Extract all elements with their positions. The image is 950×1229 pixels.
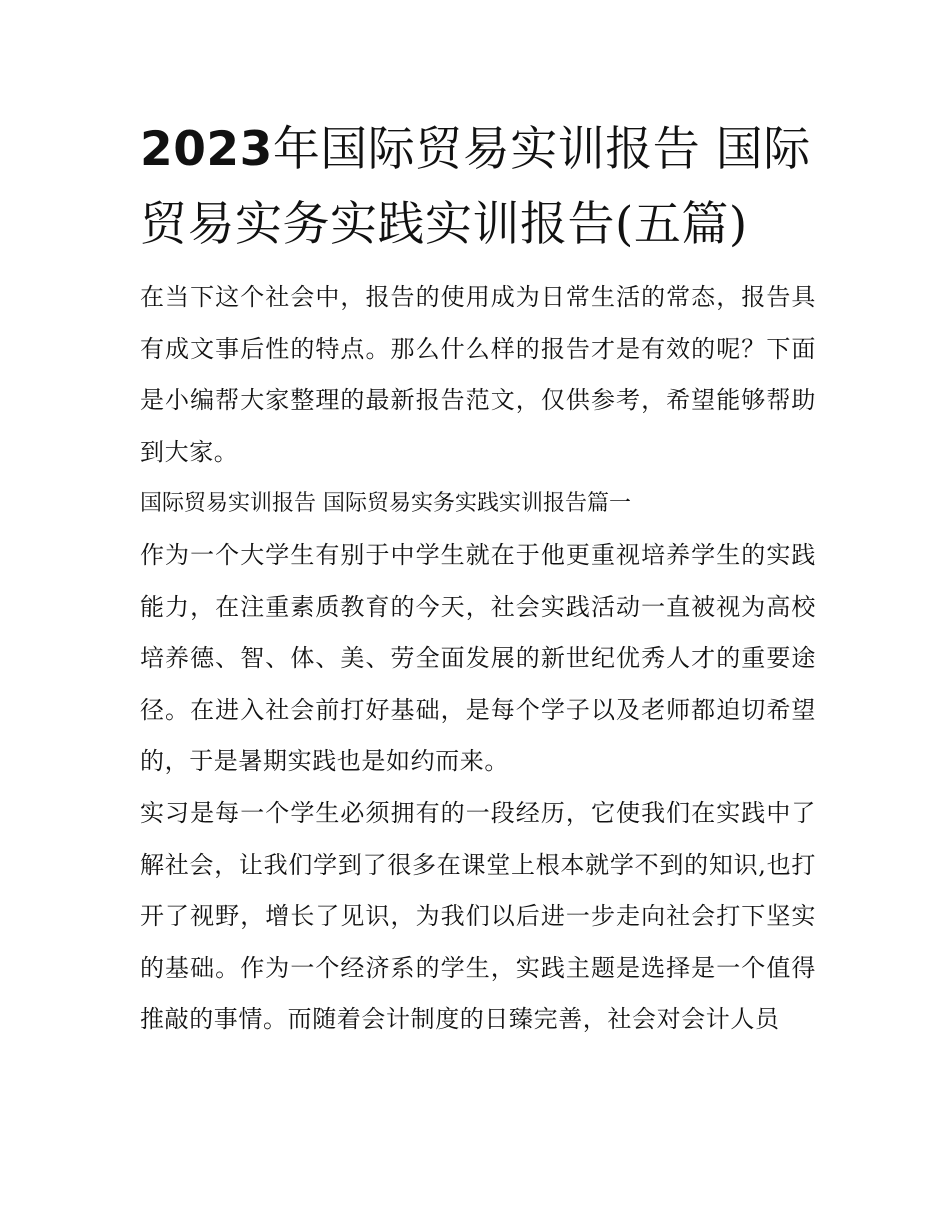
intro-paragraph: 在当下这个社会中，报告的使用成为日常生活的常态，报告具有成文事后性的特点。那么什么样的报告才是有效的呢？下面是小编帮大家整理的最新报告范文，仅供参考，希望能够帮助到大家。 (140, 283, 816, 466)
title-year: 2023 (140, 122, 273, 177)
document-title (140, 112, 816, 262)
body-paragraph-2: 实习是每一个学生必须拥有的一段经历，它使我们在实践中了解社会，让我们学到了很多在课堂上根本就学不到的知识,也打开了视野，增长了见识，为我们以后进一步走向社会打下坚实的基础。作为一个经济系的学生，实践主题是选择是一个值得推敲的事情。而随着会计制度的日臻完善，社会对会计人员 (140, 798, 816, 1034)
section-heading: 国际贸易实训报告 国际贸易实务实践实训报告篇一 (140, 491, 631, 517)
document-body (140, 112, 816, 1046)
body-paragraph-1: 作为一个大学生有别于中学生就在于他更重视培养学生的实践能力，在注重素质教育的今天，社会实践活动一直被视为高校培养德、智、体、美、劳全面发展的新世纪优秀人才的重要途径。在进入社会前打好基础，是每个学子以及老师都迫切希望的，于是暑期实践也是如约而来。 (140, 540, 816, 776)
title-text: 年国际贸易实训报告 国际贸易实务实践实训报告(五篇) (140, 122, 811, 252)
